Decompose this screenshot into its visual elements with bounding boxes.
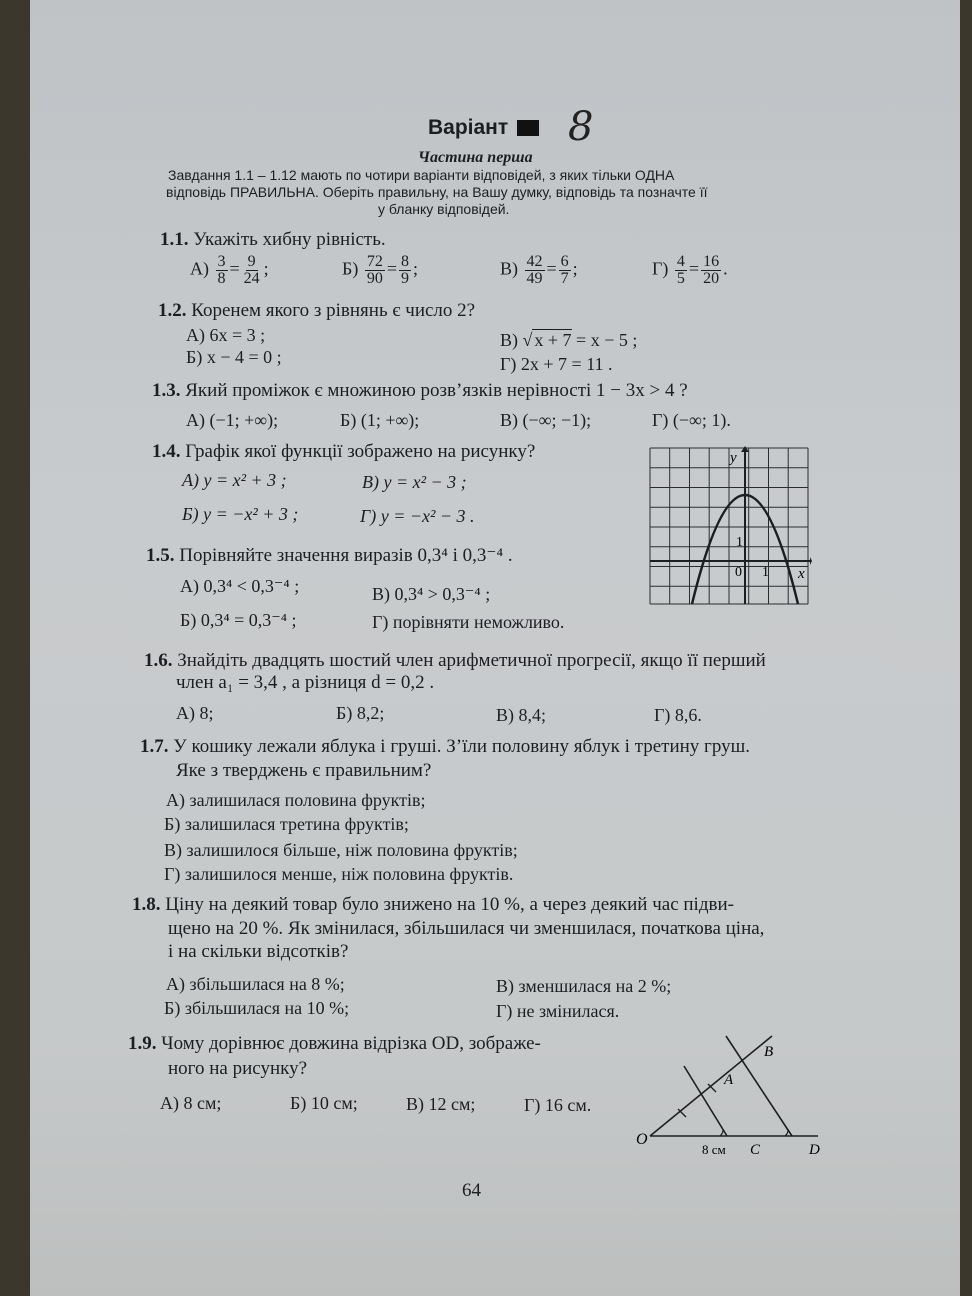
geometry-figure: [626, 1030, 826, 1160]
point-a-label: A: [724, 1072, 734, 1088]
q1-8-option-c: В) зменшилася на 2 %;: [496, 976, 672, 996]
question-1-8-line-2: щено на 20 %. Як змінилася, збільшилася чи зменшилася, початкова ціна,: [168, 918, 765, 939]
question-1-4: 1.4. Графік якої функції зображено на рисунку?: [152, 441, 536, 462]
q1-5-option-b: Б) 0,3⁴ = 0,3⁻⁴ ;: [180, 610, 297, 630]
q1-5-option-c: В) 0,3⁴ > 0,3⁻⁴ ;: [372, 584, 491, 604]
q1-9-option-d: Г) 16 см.: [524, 1095, 592, 1115]
q1-6-option-c: В) 8,4;: [496, 705, 547, 725]
q1-2-option-b: Б) x − 4 = 0 ;: [186, 347, 282, 367]
q1-4-option-b: Б) y = −x² + 3 ;: [182, 504, 299, 524]
ray-ob: [650, 1036, 772, 1136]
point-b-label: B: [764, 1044, 774, 1060]
q1-1-option-d: Г) $\frac{4}{5}$ = $\frac{16}{20}$ .: [652, 253, 728, 287]
q1-2-option-a: А) 6x = 3 ;: [186, 325, 266, 345]
q1-8-option-d: Г) не змінилася.: [496, 1001, 620, 1021]
q1-7-option-c: В) залишилося більше, ніж половина фруктів;: [164, 840, 518, 860]
q1-4-option-c: В) y = x² − 3 ;: [362, 472, 467, 492]
q1-4-option-d: Г) y = −x² − 3 .: [360, 506, 475, 526]
question-1-8-line-3: і на скільки відсотків?: [168, 941, 349, 962]
q1-3-option-a: А) (−1; +∞);: [186, 410, 279, 430]
q1-6-option-a: А) 8;: [176, 703, 214, 723]
instruction-line-1: Завдання 1.1 – 1.12 мають по чотири варіанти відповідей, з яких тільки ОДНА: [168, 167, 675, 183]
segment-bd: [726, 1036, 792, 1136]
parabola-graph: [648, 446, 813, 608]
graph-one-x-label: 1: [762, 565, 769, 580]
segment-ac: [684, 1066, 727, 1136]
graph-y-label: y: [730, 450, 737, 466]
graph-one-y-label: 1: [736, 535, 743, 550]
point-o-label: O: [636, 1131, 648, 1148]
question-1-5: 1.5. Порівняйте значення виразів 0,3⁴ і 0,3⁻⁴ .: [146, 545, 513, 566]
graph-x-label: x: [798, 566, 805, 582]
q1-5-option-a: А) 0,3⁴ < 0,3⁻⁴ ;: [180, 576, 300, 596]
q1-1-option-a: А) $\frac{3}{8}$ = $\frac{9}{24}$ ;: [190, 253, 269, 287]
handwritten-variant-number: 8: [568, 104, 594, 150]
q1-1-option-c: В) $\frac{42}{49}$ = $\frac{6}{7}$ ;: [500, 253, 578, 287]
q1-4-option-a: А) y = x² + 3 ;: [182, 470, 287, 490]
point-c-label: C: [750, 1142, 761, 1158]
q1-7-option-a: А) залишилася половина фруктів;: [166, 790, 426, 810]
segment-length-label: 8 см: [702, 1142, 726, 1157]
ink-blot: [517, 120, 539, 136]
q1-3-option-d: Г) (−∞; 1).: [652, 410, 731, 430]
instruction-line-3: у бланку відповідей.: [378, 201, 510, 217]
q1-9-option-c: В) 12 см;: [406, 1094, 476, 1114]
q1-5-option-d: Г) порівняти неможливо.: [372, 612, 565, 632]
question-1-8: 1.8. Ціну на деякий товар було знижено на 10 %, а через деякий час підви-: [132, 894, 734, 915]
q1-3-option-c: В) (−∞; −1);: [500, 410, 592, 430]
worksheet-page: [30, 0, 960, 1296]
page-number: 64: [462, 1180, 481, 1201]
q1-7-option-b: Б) залишилася третина фруктів;: [164, 814, 409, 834]
question-1-2: 1.2. Коренем якого з рівнянь є число 2?: [158, 300, 476, 321]
q1-8-option-a: А) збільшилася на 8 %;: [166, 974, 345, 994]
variant-title: Варіант: [428, 116, 539, 140]
q1-9-option-b: Б) 10 см;: [290, 1093, 358, 1113]
q1-6-option-b: Б) 8,2;: [336, 703, 385, 723]
q1-6-option-d: Г) 8,6.: [654, 705, 702, 725]
q1-1-option-b: Б) $\frac{72}{90}$ = $\frac{8}{9}$ ;: [342, 253, 419, 287]
question-1-1: 1.1. Укажіть хибну рівність.: [160, 229, 386, 250]
q1-8-option-b: Б) збільшилася на 10 %;: [164, 998, 350, 1018]
q1-9-option-a: А) 8 см;: [160, 1093, 222, 1113]
instruction-line-2: відповідь ПРАВИЛЬНА. Оберіть правильну, на Вашу думку, відповідь та позначте її: [166, 184, 708, 200]
point-d-label: D: [809, 1142, 820, 1158]
q1-3-option-b: Б) (1; +∞);: [340, 410, 420, 430]
question-1-7-line-2: Яке з тверджень є правильним?: [176, 760, 432, 781]
question-1-3: 1.3. Який проміжок є множиною розв’язків нерівності 1 − 3x > 4 ?: [152, 380, 688, 401]
q1-2-option-d: Г) 2x + 7 = 11 .: [500, 354, 613, 374]
part-title: Частина перша: [418, 149, 533, 166]
q1-7-option-d: Г) залишилося менше, ніж половина фруктів.: [164, 864, 514, 884]
question-1-9: 1.9. Чому дорівнює довжина відрізка OD, зображе-: [128, 1033, 541, 1054]
question-1-6: 1.6. Знайдіть двадцять шостий член арифметичної прогресії, якщо її перший: [144, 650, 766, 671]
q1-2-option-c: В) √ x + 7 = x − 5 ;: [500, 330, 638, 350]
question-1-9-line-2: ного на рисунку?: [168, 1058, 308, 1079]
question-1-7: 1.7. У кошику лежали яблука і груші. З’їли половину яблук і третину груш.: [140, 736, 750, 757]
question-1-6-line-2: член a₁ = 3,4 , а різниця d = 0,2 .: [176, 672, 435, 693]
graph-origin-label: 0: [735, 565, 742, 580]
